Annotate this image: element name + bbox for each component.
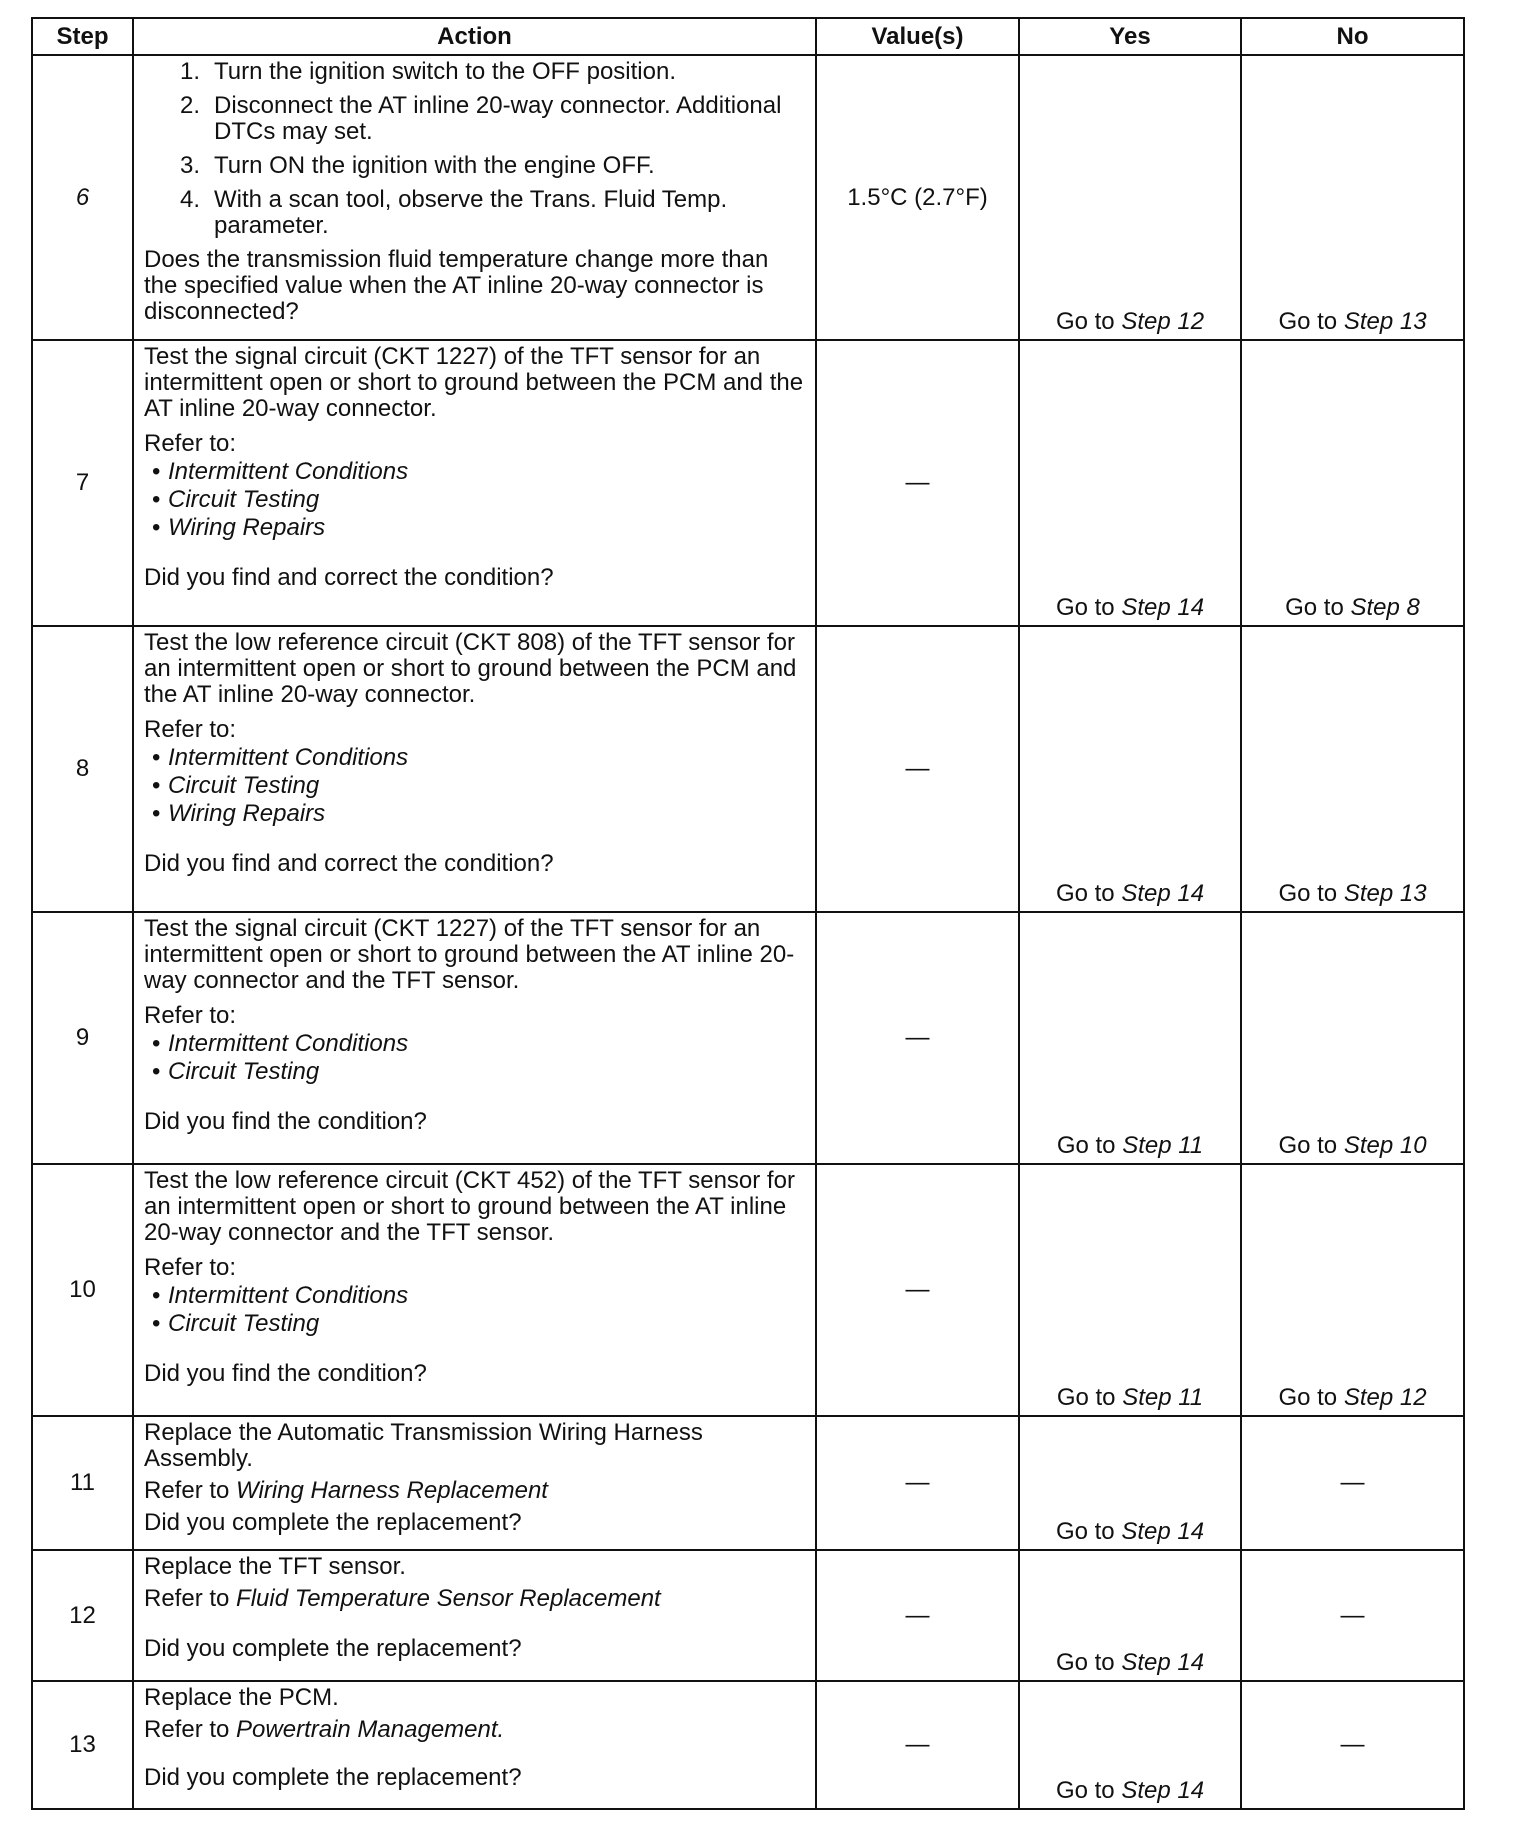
reference-link[interactable]: • Intermittent Conditions bbox=[144, 459, 807, 485]
yes-cell: Go to Step 14 bbox=[1019, 626, 1241, 912]
refer-to-label: Refer to: bbox=[144, 1002, 237, 1029]
question-text: Did you complete the replacement? bbox=[144, 1764, 522, 1791]
no-cell: Go to Step 8 bbox=[1241, 340, 1464, 626]
refer-to-label: Refer to: bbox=[144, 716, 237, 743]
action-cell bbox=[133, 1416, 816, 1550]
reference-list bbox=[144, 459, 807, 541]
action-cell bbox=[133, 1681, 816, 1809]
yes-cell: Go to Step 11 bbox=[1019, 912, 1241, 1164]
reference-link[interactable]: • Intermittent Conditions bbox=[144, 1031, 807, 1057]
reference-link[interactable]: • Circuit Testing bbox=[144, 487, 807, 513]
value-cell: 1.5°C (2.7°F) bbox=[816, 55, 1019, 340]
action-cell bbox=[133, 340, 816, 626]
reference-link[interactable]: Fluid Temperature Sensor Replacement bbox=[236, 1585, 661, 1612]
question-text: Did you find the condition? bbox=[144, 1108, 427, 1135]
reference-list bbox=[144, 745, 807, 827]
reference-link[interactable]: • Circuit Testing bbox=[144, 1311, 807, 1337]
question-text: Does the transmission fluid temperature change more than the specified value when the AT inline 20-way connector is disconnected? bbox=[144, 246, 769, 325]
table-row bbox=[32, 912, 1464, 1164]
refer-to-line: Refer to Fluid Temperature Sensor Replacement bbox=[144, 1585, 661, 1612]
action-text: Replace the Automatic Transmission Wiring Harness Assembly. bbox=[144, 1419, 703, 1472]
table-row bbox=[32, 626, 1464, 912]
value-cell: — bbox=[816, 912, 1019, 1164]
value-cell: — bbox=[816, 340, 1019, 626]
table-row bbox=[32, 1416, 1464, 1550]
table-row bbox=[32, 340, 1464, 626]
no-link[interactable]: Step 12 bbox=[1343, 1384, 1427, 1411]
yes-link[interactable]: Step 14 bbox=[1121, 1518, 1205, 1545]
action-text: Replace the PCM. bbox=[144, 1684, 339, 1711]
action-text: Test the signal circuit (CKT 1227) of the TFT sensor for an intermittent open or short to ground between the AT inline 20-way connector and the TFT sensor. bbox=[144, 915, 795, 994]
header-action: Action bbox=[133, 18, 816, 55]
no-cell: Go to Step 13 bbox=[1241, 55, 1464, 340]
question-text: Did you complete the replacement? bbox=[144, 1509, 522, 1536]
action-text: Test the low reference circuit (CKT 808) of the TFT sensor for an intermittent open or short to ground between the PCM and the AT inline 20-way connector. bbox=[144, 629, 797, 708]
reference-link[interactable]: • Circuit Testing bbox=[144, 1059, 807, 1085]
yes-cell: Go to Step 14 bbox=[1019, 1416, 1241, 1550]
yes-link[interactable]: Step 14 bbox=[1121, 1777, 1205, 1804]
refer-to-line: Refer to Wiring Harness Replacement bbox=[144, 1477, 548, 1504]
reference-link[interactable]: Powertrain Management. bbox=[236, 1716, 505, 1743]
header-yes: Yes bbox=[1019, 18, 1241, 55]
step-number: 11 bbox=[32, 1416, 133, 1550]
reference-link[interactable]: • Intermittent Conditions bbox=[144, 1283, 807, 1309]
no-link[interactable]: Step 13 bbox=[1343, 880, 1427, 907]
no-cell: — bbox=[1241, 1550, 1464, 1681]
yes-link[interactable]: Step 12 bbox=[1121, 308, 1205, 335]
action-text: Test the low reference circuit (CKT 452) of the TFT sensor for an intermittent open or short to ground between the AT inline 20-way connector and the TFT sensor. bbox=[144, 1167, 795, 1246]
step-number: 9 bbox=[32, 912, 133, 1164]
list-item: 2. Disconnect the AT inline 20-way connector. Additional DTCs may set. bbox=[179, 92, 782, 145]
reference-link[interactable]: • Circuit Testing bbox=[144, 773, 807, 799]
action-cell bbox=[133, 1550, 816, 1681]
no-cell: — bbox=[1241, 1681, 1464, 1809]
no-cell: — bbox=[1241, 1416, 1464, 1550]
action-text: Replace the TFT sensor. bbox=[144, 1553, 406, 1580]
step-number: 10 bbox=[32, 1164, 133, 1416]
yes-link[interactable]: Step 11 bbox=[1122, 1384, 1204, 1411]
header-row bbox=[32, 18, 1464, 55]
reference-list bbox=[144, 1031, 807, 1085]
reference-link[interactable]: • Wiring Repairs bbox=[144, 801, 807, 827]
yes-cell: Go to Step 14 bbox=[1019, 1550, 1241, 1681]
refer-to-label: Refer to: bbox=[144, 430, 237, 457]
list-item: 1. Turn the ignition switch to the OFF position. bbox=[179, 58, 676, 85]
reference-link[interactable]: • Intermittent Conditions bbox=[144, 745, 807, 771]
table-row bbox=[32, 1681, 1464, 1809]
step-number: 12 bbox=[32, 1550, 133, 1681]
table-row bbox=[32, 1550, 1464, 1681]
refer-to-line: Refer to Powertrain Management. bbox=[144, 1716, 505, 1743]
reference-link[interactable]: Wiring Harness Replacement bbox=[236, 1477, 548, 1504]
value-cell: — bbox=[816, 1550, 1019, 1681]
reference-list bbox=[144, 1283, 807, 1337]
yes-link[interactable]: Step 14 bbox=[1121, 594, 1205, 621]
list-item: 4. With a scan tool, observe the Trans. Fluid Temp. parameter. bbox=[179, 186, 728, 239]
refer-to-label: Refer to: bbox=[144, 1254, 237, 1281]
header-step: Step bbox=[32, 18, 133, 55]
step-number: 6 bbox=[32, 55, 133, 340]
no-link[interactable]: Step 10 bbox=[1343, 1132, 1427, 1159]
yes-cell: Go to Step 14 bbox=[1019, 340, 1241, 626]
no-cell: Go to Step 10 bbox=[1241, 912, 1464, 1164]
question-text: Did you find the condition? bbox=[144, 1360, 427, 1387]
value-cell: — bbox=[816, 1164, 1019, 1416]
action-cell bbox=[133, 626, 816, 912]
table-row bbox=[32, 1164, 1464, 1416]
yes-cell: Go to Step 14 bbox=[1019, 1681, 1241, 1809]
value-cell: — bbox=[816, 1416, 1019, 1550]
header-no: No bbox=[1241, 18, 1464, 55]
action-cell bbox=[133, 1164, 816, 1416]
yes-link[interactable]: Step 11 bbox=[1122, 1132, 1204, 1159]
no-link[interactable]: Step 8 bbox=[1350, 594, 1420, 621]
step-number: 13 bbox=[32, 1681, 133, 1809]
action-text: Test the signal circuit (CKT 1227) of the TFT sensor for an intermittent open or short to ground between the PCM and the AT inline 20-way connector. bbox=[144, 343, 804, 422]
question-text: Did you complete the replacement? bbox=[144, 1635, 522, 1662]
step-number: 7 bbox=[32, 340, 133, 626]
yes-link[interactable]: Step 14 bbox=[1121, 880, 1205, 907]
step-number: 8 bbox=[32, 626, 133, 912]
yes-cell: Go to Step 11 bbox=[1019, 1164, 1241, 1416]
list-item: 3. Turn ON the ignition with the engine OFF. bbox=[179, 152, 655, 179]
question-text: Did you find and correct the condition? bbox=[144, 564, 554, 591]
yes-cell: Go to Step 12 bbox=[1019, 55, 1241, 340]
table-row bbox=[32, 55, 1464, 340]
diagnostic-table bbox=[31, 17, 1465, 1810]
no-cell: Go to Step 12 bbox=[1241, 1164, 1464, 1416]
no-link[interactable]: Step 13 bbox=[1343, 308, 1427, 335]
action-cell bbox=[133, 912, 816, 1164]
yes-link[interactable]: Step 14 bbox=[1121, 1649, 1205, 1676]
value-cell: — bbox=[816, 626, 1019, 912]
no-cell: Go to Step 13 bbox=[1241, 626, 1464, 912]
value-cell: — bbox=[816, 1681, 1019, 1809]
header-values: Value(s) bbox=[816, 18, 1019, 55]
question-text: Did you find and correct the condition? bbox=[144, 850, 554, 877]
reference-link[interactable]: • Wiring Repairs bbox=[144, 515, 807, 541]
instruction-list bbox=[144, 59, 807, 239]
action-cell bbox=[133, 55, 816, 340]
